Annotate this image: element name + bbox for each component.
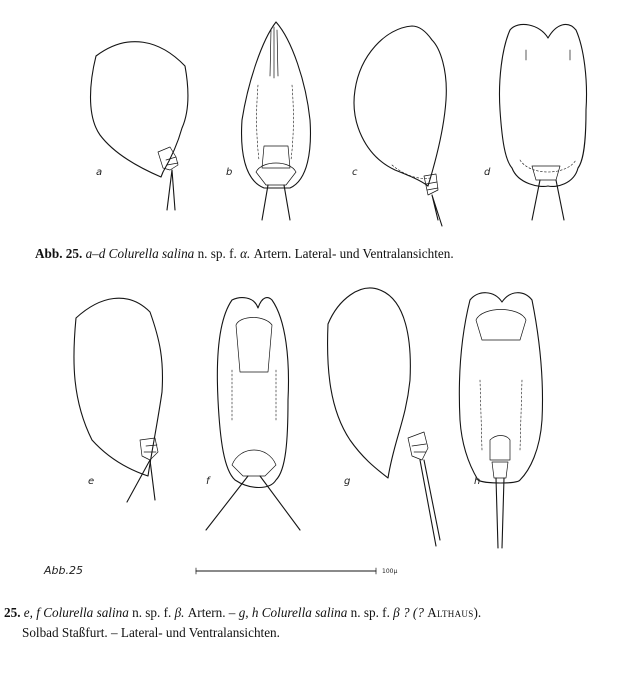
panel-label-f: f [206, 476, 210, 487]
figure-f-ventral-view [206, 298, 300, 530]
caption-bottom-line1 [4, 603, 481, 623]
caption-top-taxon: n. sp. f. [197, 246, 237, 261]
scale-bar-label: 100μ [382, 568, 398, 575]
caption-bottom-author: Althaus [427, 605, 474, 620]
panel-label-g: g [344, 476, 351, 487]
panel-label-e: e [88, 476, 95, 487]
figure-b-ventral-view [226, 22, 310, 220]
caption-bottom-number: 25. [4, 605, 21, 620]
caption-bottom-gh: g, h [238, 605, 259, 620]
caption-top-species: Colurella salina [108, 246, 195, 261]
scale-bar [196, 568, 397, 575]
caption-bottom-form1: β. [174, 605, 185, 620]
caption-bottom-form2: β ? (? [393, 605, 428, 620]
figure-d-ventral-view [484, 24, 587, 220]
caption-top-range: a–d [85, 246, 106, 261]
caption-top-rest: Artern. Lateral- und Ventralansichten. [253, 246, 454, 261]
caption-bottom-species2: Colurella salina [261, 605, 348, 620]
panel-label-a: a [96, 167, 103, 178]
caption-bottom-locality1: Artern. – [187, 605, 236, 620]
caption-bottom-species1: Colurella salina [43, 605, 129, 620]
caption-bottom-line2: Solbad Staßfurt. – Lateral- und Ventralansichten. [22, 625, 280, 640]
panel-label-c: c [352, 167, 358, 178]
panel-label-d: d [484, 167, 491, 178]
figure-h-ventral-view [459, 293, 542, 548]
figure-g-lateral-view [328, 288, 440, 546]
caption-bottom-author-end: ). [473, 605, 482, 620]
panel-label-h: h [474, 476, 481, 487]
caption-top-label: Abb. 25. [35, 246, 83, 261]
figure-a-lateral-view [91, 42, 189, 210]
plate-mark: Abb.25 [44, 564, 83, 577]
caption-top-form: α. [240, 246, 251, 261]
caption-top [35, 244, 454, 264]
caption-bottom-ef: e, f [23, 605, 40, 620]
figure-e-lateral-view [74, 298, 163, 502]
caption-bottom-taxon2: n. sp. f. [350, 605, 390, 620]
caption-bottom-taxon1: n. sp. f. [132, 605, 172, 620]
panel-label-b: b [226, 167, 233, 178]
figure-c-lateral-view [352, 26, 446, 226]
